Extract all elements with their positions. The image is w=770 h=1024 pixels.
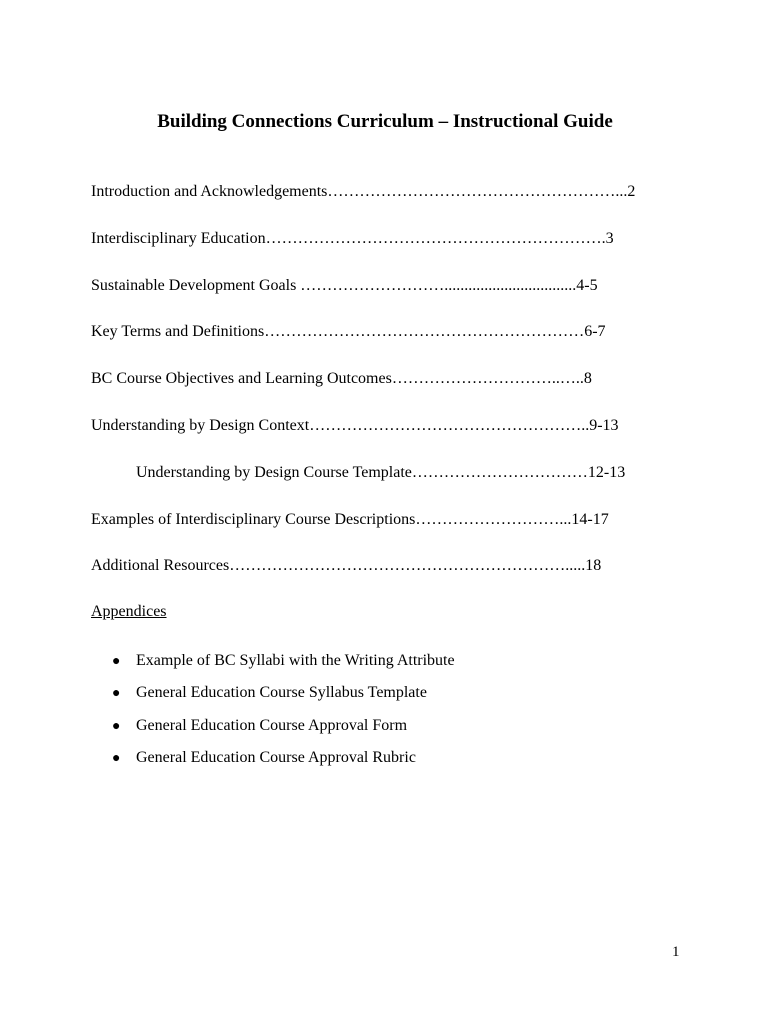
appendix-item-label: Example of BC Syllabi with the Writing Attribute: [136, 652, 455, 669]
bullet-icon: ●: [112, 654, 121, 669]
appendix-item-label: General Education Course Approval Form: [136, 717, 408, 734]
appendix-item-label: General Education Course Syllabus Template: [136, 684, 427, 701]
appendices-heading: Appendices: [91, 603, 167, 620]
appendix-item-label: General Education Course Approval Rubric: [136, 749, 416, 766]
toc-entry-additional-resources: Additional Resources……………………………………………………….....18: [91, 557, 602, 574]
bullet-icon: ●: [112, 719, 121, 734]
appendix-item: [112, 748, 416, 769]
toc-entry-introduction: Introduction and Acknowledgements………………………………………………...2: [91, 183, 636, 200]
page-number: 1: [672, 944, 680, 960]
toc-entry-ubd-template: Understanding by Design Course Template……………………………12-13: [136, 464, 626, 481]
toc-entry-course-objectives: BC Course Objectives and Learning Outcomes…………………………..…..8: [91, 370, 592, 387]
appendix-item: [112, 716, 407, 737]
toc-entry-course-descriptions: Examples of Interdisciplinary Course Descriptions………………………...14-17: [91, 511, 609, 528]
appendix-item: [112, 683, 427, 704]
toc-entry-sustainable-development-goals: Sustainable Development Goals ……………………….................................4-5: [91, 277, 598, 294]
toc-entry-ubd-context: Understanding by Design Context……………………………………………..9-13: [91, 417, 619, 434]
bullet-icon: ●: [112, 751, 121, 766]
document-title: Building Connections Curriculum – Instructional Guide: [157, 111, 613, 132]
toc-entry-key-terms: Key Terms and Definitions……………………………………………………6-7: [91, 323, 606, 340]
appendix-item: [112, 651, 455, 672]
toc-entry-interdisciplinary-education: Interdisciplinary Education……………………………………………………….3: [91, 230, 614, 247]
bullet-icon: ●: [112, 686, 121, 701]
